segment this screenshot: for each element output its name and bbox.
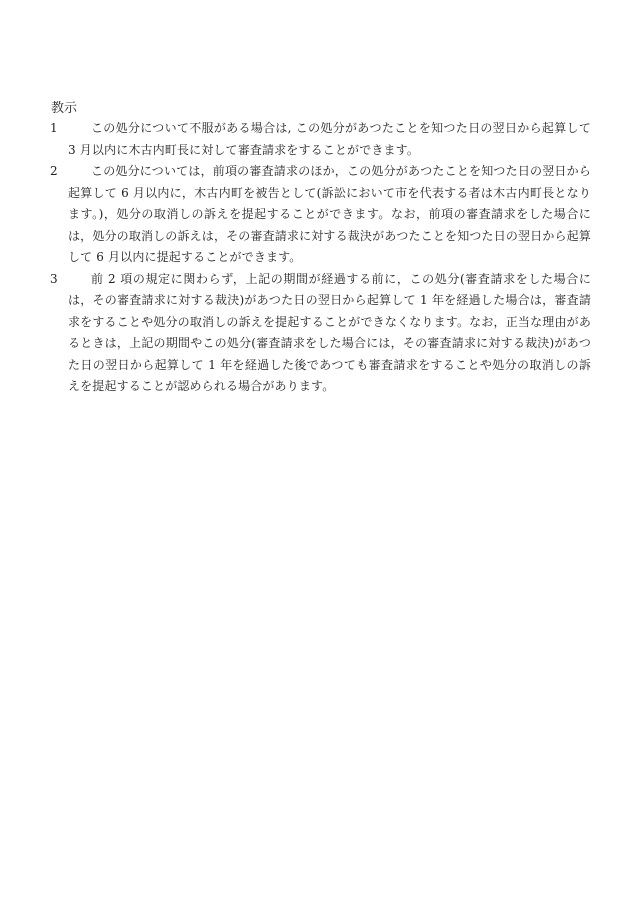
- item-text: この処分について不服がある場合は, この処分があつたことを知つた日の翌日から起算して 3 月以内に木古内町長に対して審査請求をすることができます。: [68, 121, 591, 157]
- item-text: 前 2 項の規定に関わらず，上記の期間が経過する前に，この処分(審査請求をした場合には，その審査請求に対する裁決)があつた日の翌日から起算して 1 年を経過した場合は，審査請求をすることや処分の取消しの訴えを提起することができなくなります。なお，正当な理由があるときは，上記の期間やこの処分(審査請求をした場合には，その審査請求に対する裁決)があつた日の翌日から起算して 1 年を経過した後であつても審査請求をすることや処分の取消しの訴えを提起することが認められる場合があります。: [68, 271, 591, 393]
- item-number: 2: [50, 164, 58, 178]
- item-text: この処分については，前項の審査請求のほか，この処分があつたことを知つた日の翌日から起算して 6 月以内に，木古内町を被告として(訴訟において市を代表する者は木古内町長となります。)，処分の取消しの訴えを提起することができます。なお，前項の審査請求をした場合には，処分の取消しの訴えは，その審査請求に対する裁決があつたことを知つた日の翌日から起算して 6 月以内に提起することができます。: [68, 164, 591, 264]
- item-number: 1: [50, 121, 58, 135]
- notice-item-1: [51, 118, 591, 161]
- notice-title: 教示: [51, 101, 78, 116]
- item-number: 3: [50, 271, 58, 286]
- notice-item-3: [51, 269, 591, 398]
- notice-item-2: [51, 161, 591, 269]
- notice-section: [51, 100, 591, 398]
